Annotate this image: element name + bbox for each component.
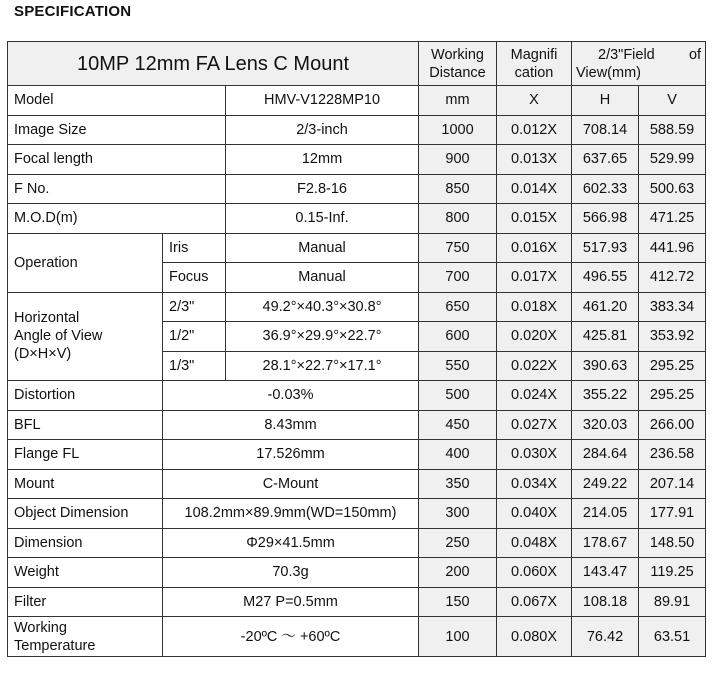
fov-cell: 412.72 xyxy=(639,263,706,293)
spec-label: Mount xyxy=(8,469,163,499)
fov-cell: 350 xyxy=(419,469,497,499)
fov-cell: 300 xyxy=(419,499,497,529)
fov-cell: 390.63 xyxy=(572,351,639,381)
page-heading: SPECIFICATION xyxy=(14,3,132,20)
spec-value: 108.2mm×89.9mm(WD=150mm) xyxy=(163,499,419,529)
spec-value: C-Mount xyxy=(163,469,419,499)
table-row xyxy=(8,499,706,529)
table-row xyxy=(8,292,706,322)
fov-cell: 383.34 xyxy=(639,292,706,322)
spec-value: 28.1°×22.7°×17.1° xyxy=(226,351,419,381)
fov-cell: 207.14 xyxy=(639,469,706,499)
spec-label: Horizontal Angle of View (D×H×V) xyxy=(8,292,163,381)
fov-cell: 266.00 xyxy=(639,410,706,440)
spec-label: Distortion xyxy=(8,381,163,411)
table-row xyxy=(8,115,706,145)
fov-cell: 284.64 xyxy=(572,440,639,470)
table-row xyxy=(8,204,706,234)
table-row xyxy=(8,587,706,617)
fov-cell: 250 xyxy=(419,528,497,558)
fov-cell: 400 xyxy=(419,440,497,470)
fov-cell: 850 xyxy=(419,174,497,204)
sub-label: 2/3" xyxy=(163,292,226,322)
spec-label: Operation xyxy=(8,233,163,292)
fov-cell: 0.018X xyxy=(497,292,572,322)
table-row xyxy=(8,86,706,116)
spec-value: HMV-V1228MP10 xyxy=(226,86,419,116)
table-title: 10MP 12mm FA Lens C Mount xyxy=(8,42,419,86)
sub-label: 1/3" xyxy=(163,351,226,381)
fov-cell: 650 xyxy=(419,292,497,322)
fov-cell: 637.65 xyxy=(572,145,639,175)
fov-cell: 236.58 xyxy=(639,440,706,470)
fov-cell: 0.017X xyxy=(497,263,572,293)
specification-table xyxy=(7,41,706,657)
fov-cell: 441.96 xyxy=(639,233,706,263)
fov-cell: 200 xyxy=(419,558,497,588)
sub-label: Iris xyxy=(163,233,226,263)
spec-value: Φ29×41.5mm xyxy=(163,528,419,558)
spec-value: 49.2°×40.3°×30.8° xyxy=(226,292,419,322)
fov-cell: 0.012X xyxy=(497,115,572,145)
fov-cell: 496.55 xyxy=(572,263,639,293)
fov-cell: 0.014X xyxy=(497,174,572,204)
spec-label: Image Size xyxy=(8,115,226,145)
table-row xyxy=(8,440,706,470)
fov-cell: 76.42 xyxy=(572,617,639,657)
fov-cell: 0.030X xyxy=(497,440,572,470)
spec-label: Flange FL xyxy=(8,440,163,470)
fov-cell: 150 xyxy=(419,587,497,617)
header-row xyxy=(8,42,706,86)
fov-cell: 63.51 xyxy=(639,617,706,657)
table-row xyxy=(8,233,706,263)
table-row xyxy=(8,381,706,411)
fov-cell: 1000 xyxy=(419,115,497,145)
table-row xyxy=(8,558,706,588)
fov-cell: 517.93 xyxy=(572,233,639,263)
fov-cell: 148.50 xyxy=(639,528,706,558)
fov-cell: 89.91 xyxy=(639,587,706,617)
fov-cell: 0.015X xyxy=(497,204,572,234)
fov-cell: 0.027X xyxy=(497,410,572,440)
spec-value: -20ºC ～ +60ºC xyxy=(163,617,419,657)
unit-cell: H xyxy=(572,86,639,116)
fov-cell: 425.81 xyxy=(572,322,639,352)
spec-value: 12mm xyxy=(226,145,419,175)
spec-value: 17.526mm xyxy=(163,440,419,470)
fov-cell: 0.020X xyxy=(497,322,572,352)
unit-cell: V xyxy=(639,86,706,116)
fov-cell: 0.060X xyxy=(497,558,572,588)
fov-cell: 0.048X xyxy=(497,528,572,558)
fov-cell: 143.47 xyxy=(572,558,639,588)
fov-cell: 0.022X xyxy=(497,351,572,381)
spec-value: 8.43mm xyxy=(163,410,419,440)
fov-cell: 461.20 xyxy=(572,292,639,322)
fov-cell: 750 xyxy=(419,233,497,263)
working-distance-header: Working Distance xyxy=(419,42,497,86)
fov-cell: 214.05 xyxy=(572,499,639,529)
fov-cell: 295.25 xyxy=(639,351,706,381)
fov-cell: 0.034X xyxy=(497,469,572,499)
fov-cell: 500.63 xyxy=(639,174,706,204)
fov-cell: 900 xyxy=(419,145,497,175)
fov-cell: 0.024X xyxy=(497,381,572,411)
spec-label: Weight xyxy=(8,558,163,588)
spec-label: Focal length xyxy=(8,145,226,175)
fov-cell: 588.59 xyxy=(639,115,706,145)
fov-cell: 119.25 xyxy=(639,558,706,588)
spec-value: Manual xyxy=(226,263,419,293)
fov-cell: 177.91 xyxy=(639,499,706,529)
spec-value: Manual xyxy=(226,233,419,263)
fov-cell: 800 xyxy=(419,204,497,234)
sub-label: 1/2" xyxy=(163,322,226,352)
fov-cell: 602.33 xyxy=(572,174,639,204)
fov-cell: 500 xyxy=(419,381,497,411)
fov-cell: 100 xyxy=(419,617,497,657)
fov-cell: 450 xyxy=(419,410,497,440)
fov-cell: 320.03 xyxy=(572,410,639,440)
fov-cell: 471.25 xyxy=(639,204,706,234)
spec-label: Working Temperature xyxy=(8,617,163,657)
spec-value: F2.8-16 xyxy=(226,174,419,204)
spec-label: Filter xyxy=(8,587,163,617)
fov-cell: 108.18 xyxy=(572,587,639,617)
unit-cell: mm xyxy=(419,86,497,116)
spec-label: F No. xyxy=(8,174,226,204)
spec-label: Model xyxy=(8,86,226,116)
spec-label: BFL xyxy=(8,410,163,440)
spec-value: -0.03% xyxy=(163,381,419,411)
table-row xyxy=(8,528,706,558)
spec-label: Dimension xyxy=(8,528,163,558)
spec-value: 36.9°×29.9°×22.7° xyxy=(226,322,419,352)
fov-cell: 550 xyxy=(419,351,497,381)
table-row xyxy=(8,617,706,657)
fov-cell: 566.98 xyxy=(572,204,639,234)
sub-label: Focus xyxy=(163,263,226,293)
field-of-view-header: 2/3"Field of View(mm) xyxy=(572,42,706,86)
fov-cell: 355.22 xyxy=(572,381,639,411)
fov-cell: 0.067X xyxy=(497,587,572,617)
spec-value: M27 P=0.5mm xyxy=(163,587,419,617)
fov-cell: 0.080X xyxy=(497,617,572,657)
table-row xyxy=(8,145,706,175)
table-row xyxy=(8,410,706,440)
spec-label: M.O.D(m) xyxy=(8,204,226,234)
fov-cell: 600 xyxy=(419,322,497,352)
fov-cell: 0.040X xyxy=(497,499,572,529)
fov-cell: 353.92 xyxy=(639,322,706,352)
magnification-header: Magnifi cation xyxy=(497,42,572,86)
spec-label: Object Dimension xyxy=(8,499,163,529)
fov-cell: 708.14 xyxy=(572,115,639,145)
table-row xyxy=(8,174,706,204)
fov-cell: 0.013X xyxy=(497,145,572,175)
fov-cell: 700 xyxy=(419,263,497,293)
fov-cell: 529.99 xyxy=(639,145,706,175)
fov-cell: 0.016X xyxy=(497,233,572,263)
fov-cell: 178.67 xyxy=(572,528,639,558)
table-row xyxy=(8,469,706,499)
spec-value: 0.15-Inf. xyxy=(226,204,419,234)
spec-value: 70.3g xyxy=(163,558,419,588)
fov-cell: 249.22 xyxy=(572,469,639,499)
fov-cell: 295.25 xyxy=(639,381,706,411)
unit-cell: X xyxy=(497,86,572,116)
spec-value: 2/3-inch xyxy=(226,115,419,145)
